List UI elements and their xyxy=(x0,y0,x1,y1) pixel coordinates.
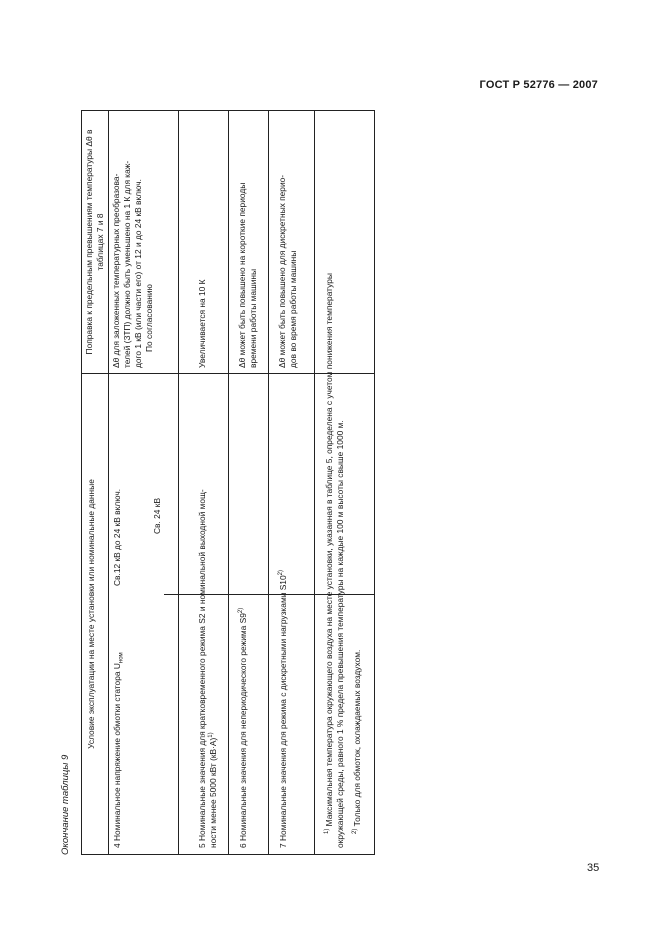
row4-correction xyxy=(111,112,155,368)
row7-footnote-mark: 2) xyxy=(278,570,285,576)
row5-correction: Увеличивается на 10 К xyxy=(197,279,207,368)
row7-correction-line2: дов во время работы машины xyxy=(287,250,298,368)
footnote-2-line1-text: Только для обмоток, охлаждаемых воздухом. xyxy=(352,649,362,827)
row4-range-b: Св. 24 кВ xyxy=(152,497,162,534)
row4-condition-text: 4 Номинальное напряжение обмотки статора U xyxy=(112,663,122,848)
row5-condition-line1: 5 Номинальные значения для кратковременного режима S2 и номинальной выходной мощ- xyxy=(197,489,207,848)
row6-correction xyxy=(237,112,259,368)
row4-correction-line1: Δθ для заложенных температурных преобразова- xyxy=(111,173,121,368)
rotated-table-block xyxy=(60,110,380,855)
header-condition xyxy=(86,378,97,850)
row6-correction-line1: Δθ может быть повышено на короткие периоды xyxy=(237,182,247,368)
table-9 xyxy=(81,110,375,855)
page-number: 35 xyxy=(587,862,600,874)
row6-footnote-mark: 2) xyxy=(238,607,245,614)
footnote-2-mark: 2) xyxy=(352,828,359,834)
row7-correction-line1: Δθ может быть повышено для дискретных перио- xyxy=(277,174,287,368)
footnote-1-line1-text: Максимальная температура окружающего воздуха на месте установки, указанная в таблице 5, определена с учетом понижения температуры xyxy=(324,273,334,827)
footnote-1 xyxy=(324,113,346,848)
header-correction-text: Поправка к предельным превышениям температуры Δθ в таблицах 7 и 8 xyxy=(84,129,105,355)
row4-correction-line3: дого 1 кВ (или части его) от 12 и до 24 кВ включ. xyxy=(132,179,143,368)
row7-condition-text: 7 Номинальные значения для режима с дискретными нагрузками S10 xyxy=(278,575,288,848)
header-divider xyxy=(108,111,109,854)
row5-condition xyxy=(197,378,219,848)
row7-condition xyxy=(278,378,289,848)
row-divider xyxy=(268,111,269,854)
row7-correction xyxy=(277,112,299,368)
footnote-1-line2: окружающей среды, равного 1 % предела превышения температуры на каждые 100 м высоты свыше 1000 м. xyxy=(334,420,345,848)
row6-condition xyxy=(238,378,249,848)
footnote-2-line1 xyxy=(352,113,363,848)
footnote-1-line1 xyxy=(324,113,335,848)
row-divider xyxy=(228,111,229,854)
row4-condition xyxy=(112,598,123,848)
row4-range-a: Св.12 кВ до 24 кВ включ. xyxy=(112,488,122,586)
row4-correction-line4: По согласованию xyxy=(143,284,154,352)
footnote-1-mark: 1) xyxy=(324,828,331,834)
row5-condition-line2-text: ности менее 5000 кВт (кВ·А) xyxy=(207,737,218,848)
row5-condition-line2 xyxy=(208,378,219,848)
row-divider xyxy=(178,111,179,854)
row4-correction-line2: телей (ЗТП) должно быть уменьшено на 1 К для каж- xyxy=(121,160,132,368)
header-correction xyxy=(84,114,106,370)
footnote-2 xyxy=(352,113,363,848)
row6-correction-line2: времени работы машины xyxy=(247,268,258,368)
row-divider xyxy=(314,111,315,854)
row6-condition-text: 6 Номинальные значения для непериодического режима S9 xyxy=(238,613,248,848)
table-continuation-title: Окончание таблицы 9 xyxy=(60,754,71,855)
standard-code-header: ГОСТ Р 52776 — 2007 xyxy=(479,79,598,91)
header-condition-text: Условие эксплуатации на месте установки или номинальные данные xyxy=(86,479,96,749)
row5-footnote-mark: 1) xyxy=(208,732,215,738)
row4-condition-subscript: ном xyxy=(118,652,125,664)
